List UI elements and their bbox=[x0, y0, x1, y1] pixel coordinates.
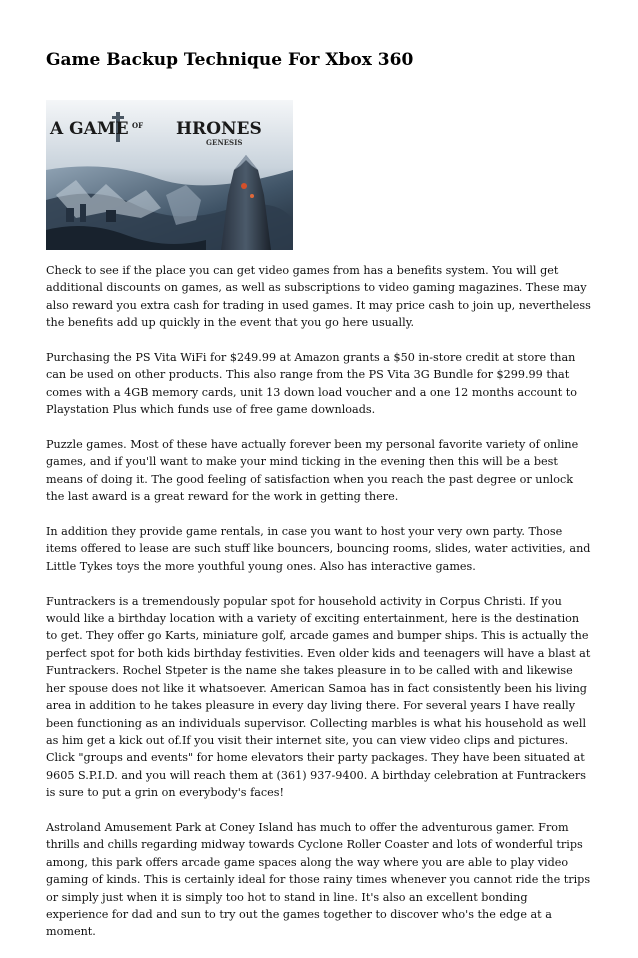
hero-illustration bbox=[46, 100, 293, 250]
logo-subtitle: GENESIS bbox=[206, 138, 243, 147]
paragraph: Puzzle games. Most of these have actually forever been my personal favorite variety of online games, and if you'll want to make your mind ticking in the evening then this will be a best means of doing it. The good feeling of satisfaction when you reach the past degree or unlock the last award is a great reward for the work in getting there. bbox=[46, 438, 579, 504]
logo-text-line2: HRONES bbox=[176, 119, 262, 139]
logo-text-line1: A GAME bbox=[50, 119, 129, 139]
page-title: Game Backup Technique For Xbox 360 bbox=[46, 50, 414, 70]
article-body bbox=[46, 262, 592, 958]
game-of-thrones-genesis-image bbox=[46, 100, 293, 250]
logo-text-of: OF bbox=[132, 121, 144, 130]
paragraph: Astroland Amusement Park at Coney Island has much to offer the adventurous gamer. From thrills and chills regarding midway towards Cyclone Roller Coaster and lots of wonderful trips among, this park offers arcade game spaces along the way where you are able to play video gaming of kinds. This is certainly ideal for those rainy times whenever you cannot ride the trips or simply just when it is simply too hot to stand in line. It's also an excellent bonding experience for dad and sun to try out the games together to discover who's the edge at a moment. bbox=[46, 820, 591, 939]
paragraph: Funtrackers is a tremendously popular spot for household activity in Corpus Christi. If you would like a birthday location with a variety of exciting entertainment, here is the destination to get. They offer go Karts, miniature golf, arcade games and bumper ships. This is actually the perfect spot for both kids birthday festivities. Even older kids and teenagers will have a blast at Funtrackers. Rochel Stpeter is the name she takes pleasure in to be called with and likewise her spouse does not like it whatsoever. American Samoa has in fact consistently been his living area in addition to he takes pleasure in every day living there. For several years I have really been functioning as an individuals supervisor. Collecting marbles is what his household as well as him get a kick out of.If you visit their internet site, you can view video clips and pictures. Click "groups and events" for home elevators their party packages. They have been situated at 9605 S.P.I.D. and you will reach them at (361) 937-9400. A birthday celebration at Funtrackers is sure to put a grin on everybody's faces! bbox=[46, 594, 591, 800]
paragraph: Check to see if the place you can get video games from has a benefits system. You will get additional discounts on games, as well as subscriptions to video gaming magazines. These may also reward you extra cash for trading in used games. It may price cash to join up, nevertheless the benefits add up quickly in the event that you go here usually. bbox=[46, 264, 591, 330]
paragraph: Purchasing the PS Vita WiFi for $249.99 at Amazon grants a $50 in-store credit at store than can be used on other products. This also range from the PS Vita 3G Bundle for $299.99 that comes with a 4GB memory cards, unit 13 down load voucher and a one 12 months account to Playstation Plus which funds use of free game downloads. bbox=[46, 351, 578, 417]
paragraph: In addition they provide game rentals, in case you want to host your very own party. Those items offered to lease are such stuff like bouncers, bouncing rooms, slides, water activities, and Little Tykes toys the more youthful young ones. Also has interactive games. bbox=[46, 525, 591, 573]
